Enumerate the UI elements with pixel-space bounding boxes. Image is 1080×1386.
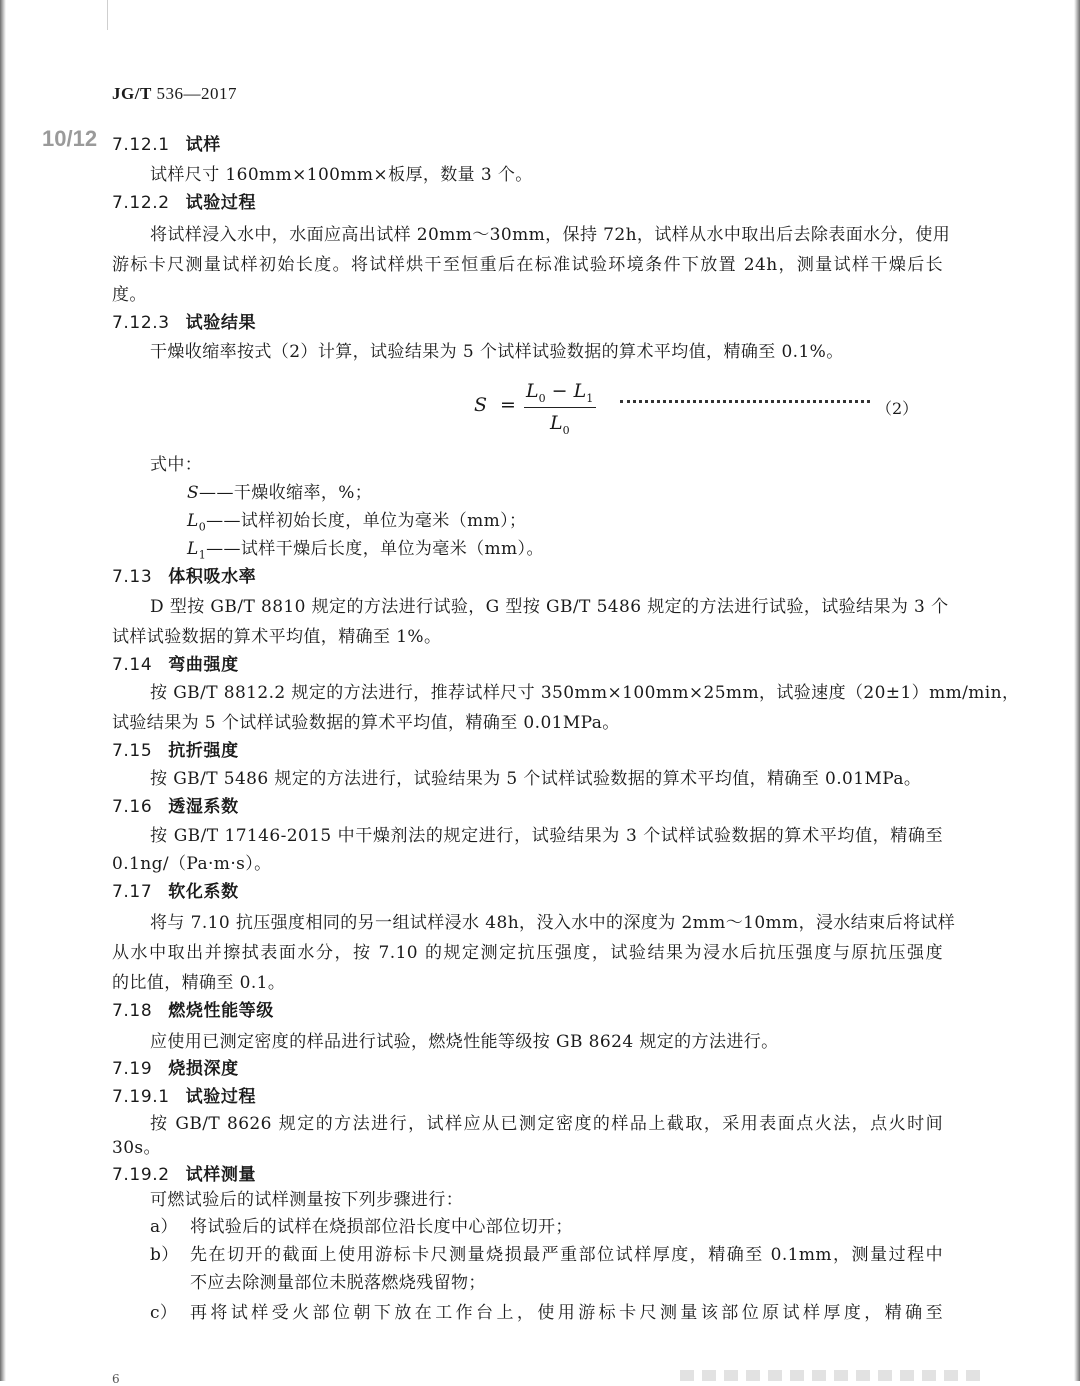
page-indicator[interactable]: 10/12: [42, 126, 98, 151]
standard-prefix: JG/T: [112, 84, 152, 103]
paragraph-line: 将试样浸入水中，水面应高出试样 20mm～30mm，保持 72h，试样从水中取出后去除表面水分，使用: [150, 225, 951, 245]
paragraph-line: 按 GB/T 8626 规定的方法进行，试样应从已测定密度的样品上截取，采用表面点火法，点火时间: [150, 1114, 943, 1134]
section-7-13-heading: 7.13 体积吸水率: [112, 567, 257, 587]
standard-header: [112, 84, 237, 104]
list-text: 先在切开的截面上使用游标卡尺测量烧损最严重部位试样厚度，精确至 0.1mm，测量过程中: [190, 1245, 943, 1265]
paragraph: 试样尺寸 160mm×100mm×板厚，数量 3 个。: [150, 165, 533, 185]
list-tag: a）: [150, 1217, 178, 1237]
section-7-12-2-heading: 7.12.2 试验过程: [112, 193, 257, 213]
paragraph-line: 度。: [112, 285, 147, 305]
paragraph: 应使用已测定密度的样品进行试验，燃烧性能等级按 GB 8624 规定的方法进行。: [150, 1032, 779, 1052]
paragraph-line: 从水中取出并擦拭表面水分，按 7.10 的规定测定抗压强度，试验结果为浸水后抗压强度与原抗压强度: [112, 943, 943, 963]
page-edge-right: [1074, 0, 1080, 1381]
page-edge-left: [0, 0, 6, 1381]
formula-equals: =: [500, 394, 516, 416]
list-text: 将试验后的试样在烧损部位沿长度中心部位切开；: [190, 1217, 573, 1237]
paragraph-line: D 型按 GB/T 8810 规定的方法进行试验，G 型按 GB/T 5486 规定的方法进行试验，试验结果为 3 个: [150, 597, 949, 617]
paragraph: 按 GB/T 5486 规定的方法进行，试验结果为 5 个试样试验数据的算术平均值，精确至 0.01MPa。: [150, 769, 922, 789]
section-7-12-1-heading: 7.12.1 试样: [112, 135, 221, 155]
section-7-17-heading: 7.17 软化系数: [112, 882, 239, 902]
paragraph-line: 游标卡尺测量试样初始长度。将试样烘干至恒重后在标准试验环境条件下放置 24h，测量试样干燥后长: [112, 255, 943, 275]
list-text: 再将试样受火部位朝下放在工作台上，使用游标卡尺测量该部位原试样厚度，精确至: [190, 1303, 943, 1323]
formula-lhs: S: [474, 394, 488, 416]
leader-dots: [620, 400, 870, 403]
paragraph-line: 试验结果为 5 个试样试验数据的算术平均值，精确至 0.01MPa。: [112, 713, 620, 733]
paragraph-line: 将与 7.10 抗压强度相同的另一组试样浸水 48h，没入水中的深度为 2mm～10mm，浸水结束后将试样: [150, 913, 956, 933]
formula-number: （2）: [876, 399, 919, 418]
section-7-19-heading: 7.19 烧损深度: [112, 1059, 239, 1079]
top-divider: [107, 0, 108, 30]
paragraph: 可燃试验后的试样测量按下列步骤进行：: [150, 1190, 464, 1210]
variable-definition: S——干燥收缩率，%；: [187, 483, 373, 503]
section-7-15-heading: 7.15 抗折强度: [112, 741, 239, 761]
formula-2: [474, 376, 944, 436]
formula-numerator: $L_0 - L_1$: [526, 380, 594, 405]
standard-number: 536—2017: [156, 84, 238, 103]
section-7-12-3-heading: 7.12.3 试验结果: [112, 313, 257, 333]
variable-definition: $L_0——$试样初始长度，单位为毫米（mm）；: [187, 511, 527, 534]
paragraph-line: 按 GB/T 17146-2015 中干燥剂法的规定进行，试验结果为 3 个试样试验数据的算术平均值，精确至: [150, 826, 943, 846]
paragraph-line: 的比值，精确至 0.1。: [112, 973, 286, 993]
where-label: 式中：: [150, 455, 203, 475]
paragraph-line: 试样试验数据的算术平均值，精确至 1%。: [112, 627, 442, 647]
fraction-bar: [524, 407, 596, 408]
list-text-continued: 不应去除测量部位未脱落燃烧残留物；: [190, 1273, 486, 1293]
list-tag: c）: [150, 1303, 178, 1323]
paragraph-line: 按 GB/T 8812.2 规定的方法进行，推荐试样尺寸 350mm×100mm×25mm，试验速度（20±1）mm/min，: [150, 683, 1020, 703]
watermark-strip: [680, 1370, 980, 1381]
section-7-19-1-heading: 7.19.1 试验过程: [112, 1087, 257, 1107]
list-tag: b）: [150, 1245, 179, 1265]
formula-denominator: $L_0$: [550, 412, 570, 437]
section-7-18-heading: 7.18 燃烧性能等级: [112, 1001, 274, 1021]
page-number: 6: [112, 1372, 120, 1386]
section-7-19-2-heading: 7.19.2 试样测量: [112, 1165, 257, 1185]
section-7-14-heading: 7.14 弯曲强度: [112, 655, 239, 675]
paragraph: 干燥收缩率按式（2）计算，试验结果为 5 个试样试验数据的算术平均值，精确至 0.1%。: [150, 342, 844, 362]
section-7-16-heading: 7.16 透湿系数: [112, 797, 239, 817]
paragraph-line: 30s。: [112, 1138, 161, 1158]
variable-definition: $L_1——$试样干燥后长度，单位为毫米（mm）。: [187, 539, 544, 562]
paragraph-line: 0.1ng/（Pa·m·s）。: [112, 854, 272, 874]
